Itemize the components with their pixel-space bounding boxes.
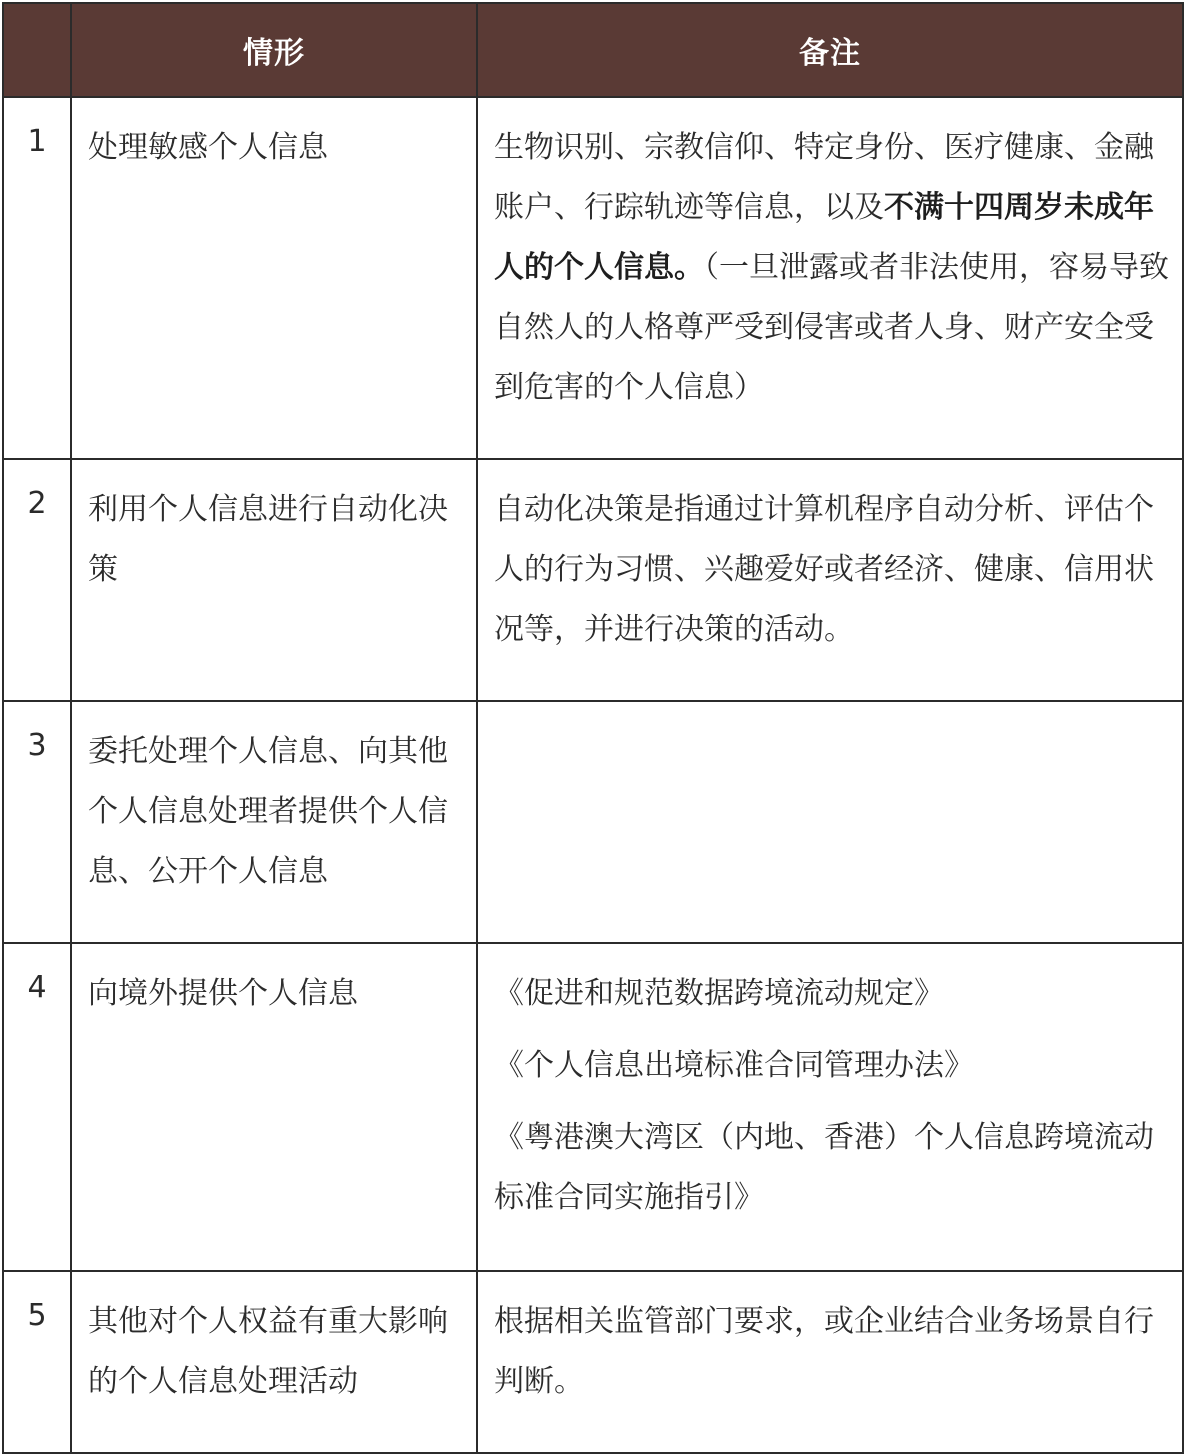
note-cell: 根据相关监管部门要求，或企业结合业务场景自行判断。 <box>477 1271 1183 1453</box>
note-cell: 自动化决策是指通过计算机程序自动分析、评估个人的行为习惯、兴趣爱好或者经济、健康、信用状况等，并进行决策的活动。 <box>477 459 1183 701</box>
row-number: 5 <box>3 1271 71 1453</box>
situation-cell: 处理敏感个人信息 <box>71 97 477 459</box>
table-row <box>3 459 1183 701</box>
situation-cell: 向境外提供个人信息 <box>71 943 477 1271</box>
table-header <box>3 3 1183 97</box>
situation-cell: 委托处理个人信息、向其他个人信息处理者提供个人信息、公开个人信息 <box>71 701 477 943</box>
regulation-reference: 《促进和规范数据跨境流动规定》 <box>494 976 944 1011</box>
note-cell <box>477 701 1183 943</box>
header-num-cell <box>3 3 71 97</box>
table-row <box>3 1271 1183 1453</box>
note-text: 生物识别、宗教信仰、特定身份、医疗健康、金融账户、行踪轨迹等信息，以及 <box>494 130 1154 225</box>
regulation-reference: 《个人信息出境标准合同管理办法》 <box>494 1048 974 1083</box>
note-cell <box>477 97 1183 459</box>
row-number: 1 <box>3 97 71 459</box>
note-emphasis: 不满十四周岁未成年人的个人信息。 <box>494 190 1154 285</box>
situations-table <box>2 2 1184 1454</box>
note-cell <box>477 943 1183 1271</box>
row-number: 4 <box>3 943 71 1271</box>
header-note: 备注 <box>477 3 1183 97</box>
header-situation: 情形 <box>71 3 477 97</box>
table-row <box>3 943 1183 1271</box>
situation-cell: 利用个人信息进行自动化决策 <box>71 459 477 701</box>
row-number: 3 <box>3 701 71 943</box>
note-parenthetical: （一旦泄露或者非法使用，容易导致自然人的人格尊严受到侵害或者人身、财产安全受到危害的个人信息） <box>494 250 1169 405</box>
row-number: 2 <box>3 459 71 701</box>
table-row <box>3 701 1183 943</box>
regulation-reference: 《粤港澳大湾区（内地、香港）个人信息跨境流动标准合同实施指引》 <box>494 1120 1154 1215</box>
situation-cell: 其他对个人权益有重大影响的个人信息处理活动 <box>71 1271 477 1453</box>
table-row <box>3 97 1183 459</box>
